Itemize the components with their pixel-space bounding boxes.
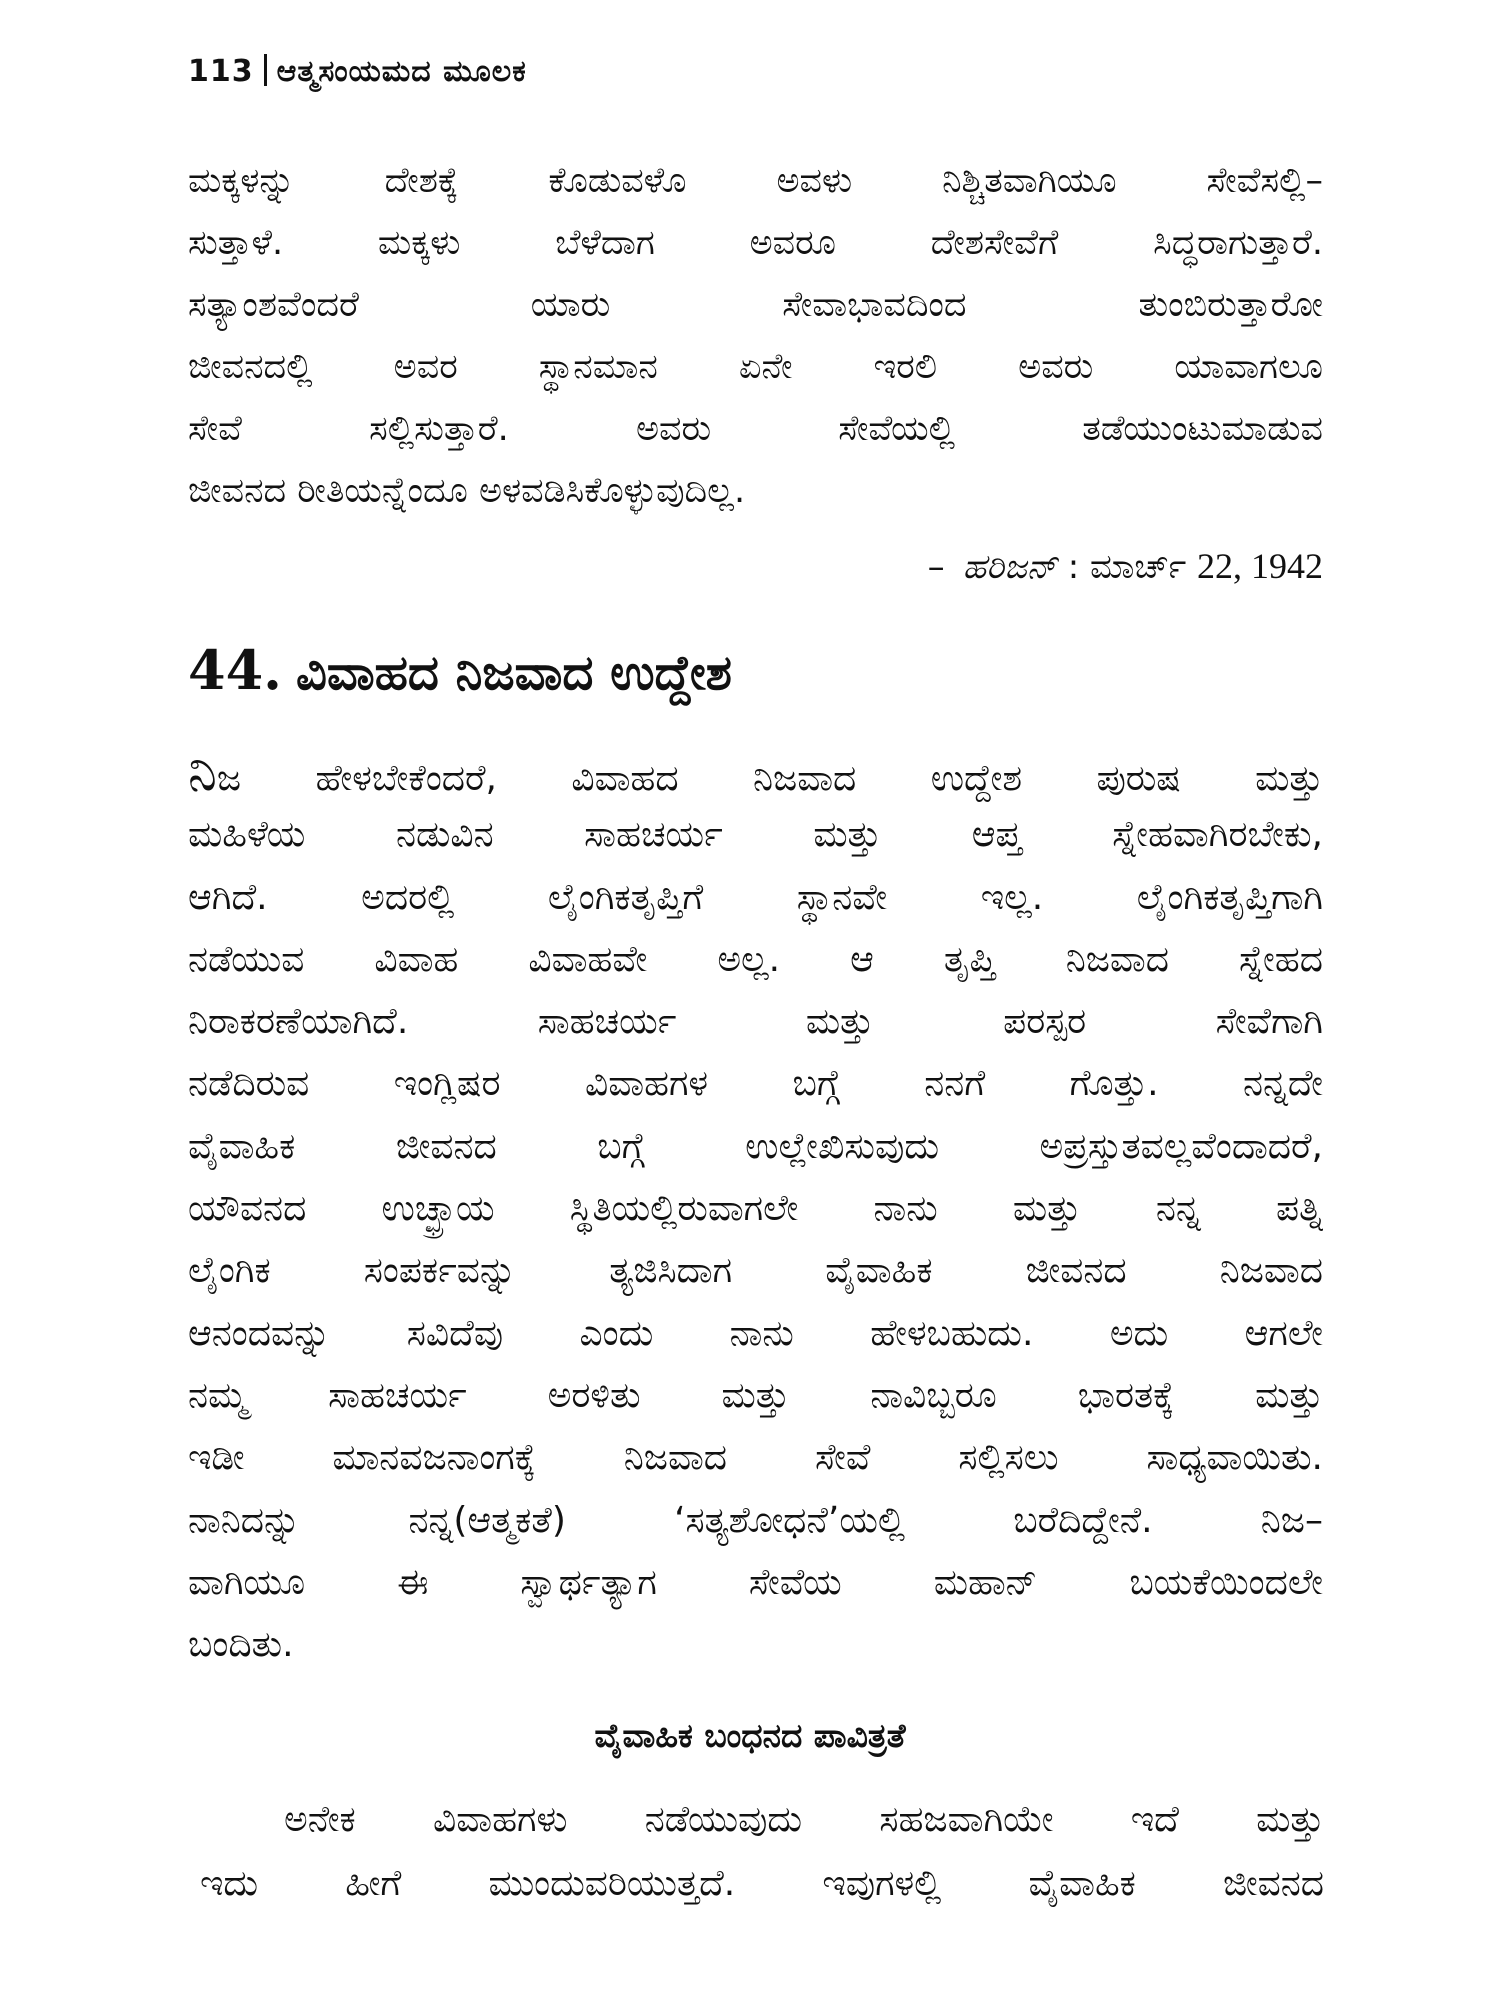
text-line: ಸೇವೆ ಸಲ್ಲಿಸುತ್ತಾರೆ. ಅವರು ಸೇವೆಯಲ್ಲಿ ತಡೆಯುಂಟುಮಾಡುವ	[188, 409, 1323, 449]
text-line: ನಮ್ಮ ಸಾಹಚರ್ಯ ಅರಳಿತು ಮತ್ತು ನಾವಿಬ್ಬರೂ ಭಾರತಕ್ಕೆ ಮತ್ತು	[188, 1374, 1323, 1416]
text-line: ನಡೆಯುವ ವಿವಾಹ ವಿವಾಹವೇ ಅಲ್ಲ. ಆ ತೃಪ್ತಿ ನಿಜವಾದ ಸ್ನೇಹದ	[188, 938, 1323, 980]
text-line: ಆಗಿದೆ. ಅದರಲ್ಲಿ ಲೈಂಗಿಕತೃಪ್ತಿಗೆ ಸ್ಥಾನವೇ ಇಲ್ಲ. ಲೈಂಗಿಕತೃಪ್ತಿಗಾಗಿ	[188, 876, 1323, 918]
text-line: ಸುತ್ತಾಳೆ. ಮಕ್ಕಳು ಬೆಳೆದಾಗ ಅವರೂ ದೇಶಸೇವೆಗೆ ಸಿದ್ಧರಾಗುತ್ತಾರೆ.	[188, 223, 1323, 263]
text-line: ಇಡೀ ಮಾನವಜನಾಂಗಕ್ಕೆ ನಿಜವಾದ ಸೇವೆ ಸಲ್ಲಿಸಲು ಸಾಧ್ಯವಾಯಿತು.	[188, 1437, 1323, 1479]
text-line: ಲೈಂಗಿಕ ಸಂಪರ್ಕವನ್ನು ತ್ಯಜಿಸಿದಾಗ ವೈವಾಹಿಕ ಜೀವನದ ನಿಜವಾದ	[188, 1250, 1323, 1292]
citation-month: ಮಾರ್ಚ್	[1090, 547, 1187, 587]
text-line: ಮಕ್ಕಳನ್ನು ದೇಶಕ್ಕೆ ಕೊಡುವಳೊ ಅವಳು ನಿಶ್ಚಿತವಾಗಿಯೂ ಸೇವೆಸಲ್ಲಿ–	[188, 161, 1323, 201]
citation-publication: ಹರಿಜನ್	[962, 547, 1057, 587]
text-line: ವಾಗಿಯೂ ಈ ಸ್ವಾರ್ಥತ್ಯಾಗ ಸೇವೆಯ ಮಹಾನ್ ಬಯಕೆಯಿಂದಲೇ	[188, 1561, 1323, 1603]
text-line: ಆನಂದವನ್ನು ಸವಿದೆವು ಎಂದು ನಾನು ಹೇಳಬಹುದು. ಅದು ಆಗಲೇ	[188, 1312, 1323, 1354]
text-line: ಬಂದಿತು.	[188, 1624, 294, 1666]
section-subheading: ವೈವಾಹಿಕ ಬಂಧನದ ಪಾವಿತ್ರತೆ	[594, 1716, 906, 1755]
text-line: ಮಹಿಳೆಯ ನಡುವಿನ ಸಾಹಚರ್ಯ ಮತ್ತು ಆಪ್ತ ಸ್ನೇಹವಾಗಿರಬೇಕು,	[188, 814, 1323, 856]
text-line: ಇದು ಹೀಗೆ ಮುಂದುವರಿಯುತ್ತದೆ. ಇವುಗಳಲ್ಲಿ ವೈವಾಹಿಕ ಜೀವನದ	[200, 1863, 1324, 1904]
drop-cap: ನಿ	[188, 743, 217, 803]
chapter-heading	[188, 638, 732, 702]
page-number: 113	[188, 54, 254, 89]
text-line: ಜೀವನದಲ್ಲಿ ಅವರ ಸ್ಥಾನಮಾನ ಏನೇ ಇರಲಿ ಅವರು ಯಾವಾಗಲೂ	[188, 347, 1323, 387]
text-line: ಅನೇಕ ವಿವಾಹಗಳು ನಡೆಯುವುದು ಸಹಜವಾಗಿಯೇ ಇದೆ ಮತ್ತು	[284, 1799, 1324, 1840]
citation-date: 22, 1942	[1197, 546, 1323, 586]
chapter-title: ವಿವಾಹದ ನಿಜವಾದ ಉದ್ದೇಶ	[295, 645, 732, 701]
chapter-number: 44.	[188, 638, 282, 702]
text-line: ನಿರಾಕರಣೆಯಾಗಿದೆ. ಸಾಹಚರ್ಯ ಮತ್ತು ಪರಸ್ಪರ ಸೇವೆಗಾಗಿ	[188, 1001, 1323, 1043]
running-header	[188, 54, 527, 89]
source-citation	[928, 545, 1323, 587]
header-separator	[264, 54, 267, 86]
paragraph-2	[188, 742, 1323, 1676]
paragraph-1	[188, 150, 1323, 522]
text-line: ಯೌವನದ ಉಚ್ಛ್ರಾಯ ಸ್ಥಿತಿಯಲ್ಲಿರುವಾಗಲೇ ನಾನು ಮತ್ತು ನನ್ನ ಪತ್ನಿ	[188, 1188, 1323, 1230]
text-line: ವೈವಾಹಿಕ ಜೀವನದ ಬಗ್ಗೆ ಉಲ್ಲೇಖಿಸುವುದು ಅಪ್ರಸ್ತುತವಲ್ಲವೆಂದಾದರೆ,	[188, 1125, 1323, 1167]
citation-dash: –	[927, 547, 945, 587]
text-line: ಸತ್ಯಾಂಶವೆಂದರೆ ಯಾರು ಸೇವಾಭಾವದಿಂದ ತುಂಬಿರುತ್ತಾರೋ	[188, 285, 1323, 325]
paragraph-3	[200, 1788, 1324, 1916]
text-line: ಜೀವನದ ರೀತಿಯನ್ನೆಂದೂ ಅಳವಡಿಸಿಕೊಳ್ಳುವುದಿಲ್ಲ.	[188, 471, 746, 511]
first-line-text: ಜ ಹೇಳಬೇಕೆಂದರೆ, ವಿವಾಹದ ನಿಜವಾದ ಉದ್ದೇಶ ಪುರುಷ ಮತ್ತು	[216, 758, 1323, 799]
text-line: ನಡೆದಿರುವ ಇಂಗ್ಲಿಷರ ವಿವಾಹಗಳ ಬಗ್ಗೆ ನನಗೆ ಗೊತ್ತು. ನನ್ನದೇ	[188, 1063, 1323, 1105]
book-title: ಆತ್ಮಸಂಯಮದ ಮೂಲಕ	[276, 54, 527, 89]
citation-separator: :	[1067, 547, 1080, 587]
text-line	[188, 742, 1323, 804]
text-line: ನಾನಿದನ್ನು ನನ್ನ(ಆತ್ಮಕತೆ) ‘ಸತ್ಯಶೋಧನೆ’ಯಲ್ಲಿ ಬರೆದಿದ್ದೇನೆ. ನಿಜ–	[188, 1499, 1323, 1541]
